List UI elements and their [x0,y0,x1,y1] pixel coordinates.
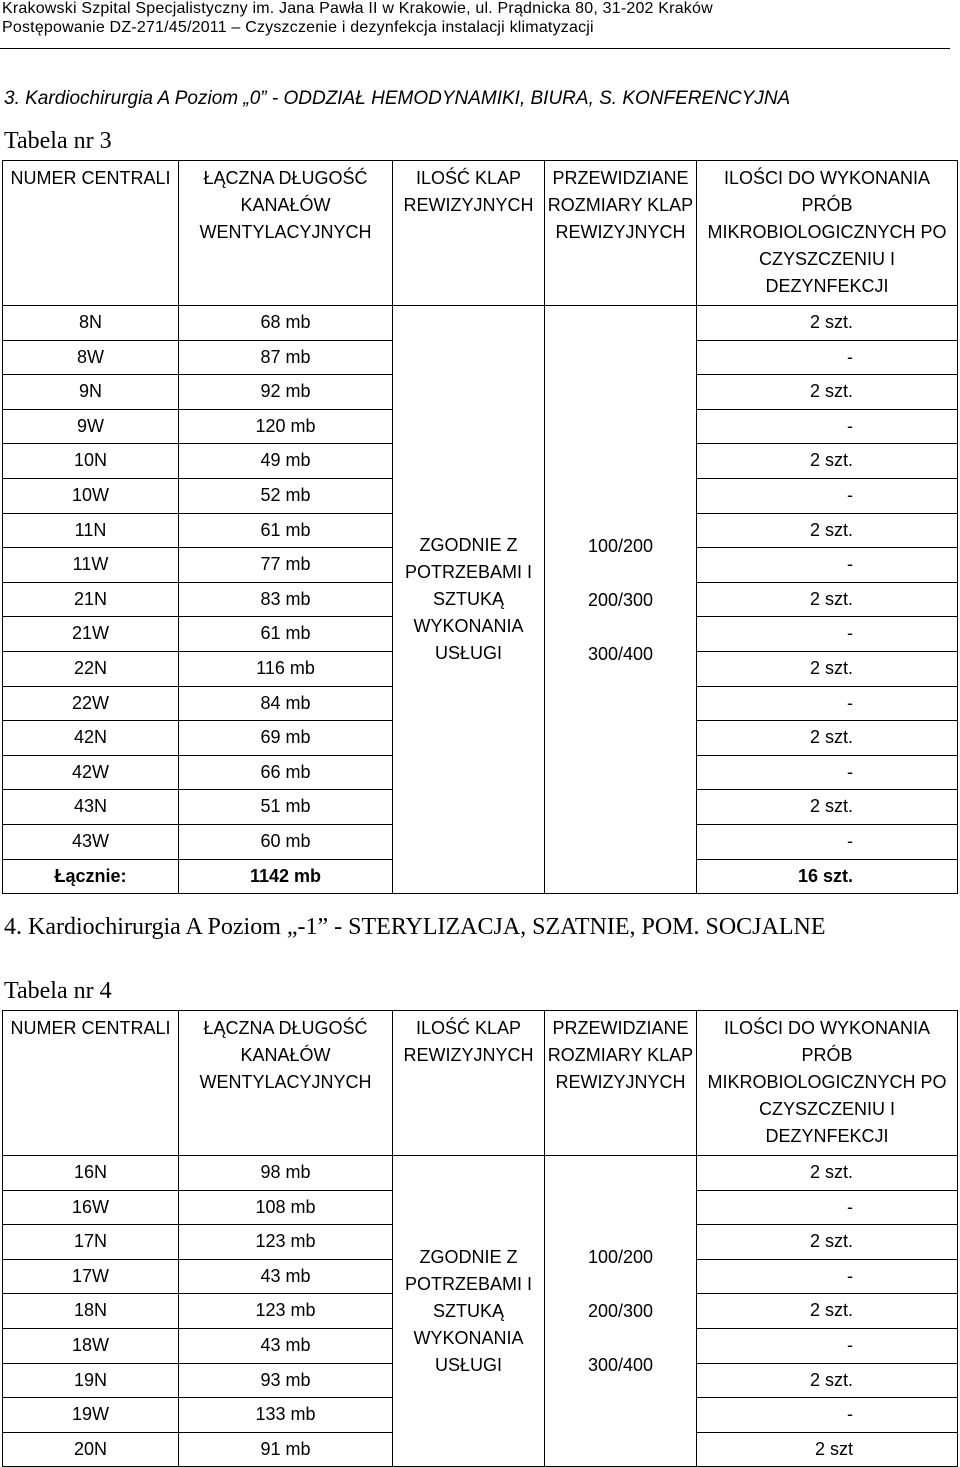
tests-count-cell: 2 szt. [697,444,958,479]
tests-count-cell: 2 szt. [697,790,958,825]
tests-count-cell: 2 szt [697,1432,958,1467]
tests-count-cell: 2 szt. [697,1225,958,1260]
duct-length-cell: 108 mb [179,1190,393,1225]
tests-count-cell: - [697,1259,958,1294]
duct-length-cell: 120 mb [179,409,393,444]
centrala-number-cell: 8W [3,340,179,375]
duct-length-cell: 52 mb [179,478,393,513]
tests-count-cell: - [697,1398,958,1433]
duct-length-cell: 60 mb [179,824,393,859]
centrala-number-cell: 10N [3,444,179,479]
tests-count-cell: - [697,340,958,375]
centrala-number-cell: 21W [3,617,179,652]
size-label: 100/200 [587,535,654,556]
col-header-ilosci-prob: ILOŚCI DO WYKONANIA PRÓB MIKROBIOLOGICZNYCH PO CZYSZCZENIU I DEZYNFEKCJI [697,1011,958,1156]
duct-length-cell: 92 mb [179,375,393,410]
centrala-number-cell: 18N [3,1294,179,1329]
col-header-rozmiary-klap: PRZEWIDZIANE ROZMIARY KLAP REWIZYJNYCH [545,161,697,306]
centrala-number-cell: 17N [3,1225,179,1260]
table-3-caption: Tabela nr 3 [4,128,112,154]
col-header-laczna-dlugosc: ŁĄCZNA DŁUGOŚĆ KANAŁÓW WENTYLACYJNYCH [179,161,393,306]
table-row [3,306,958,341]
sizes-cell [545,1156,697,1467]
centrala-number-cell: 18W [3,1328,179,1363]
table-row [3,1156,958,1191]
merged-quantity-cell: ZGODNIE Z POTRZEBAMI I SZTUKĄ WYKONANIA USŁUGI [393,1156,545,1467]
header-divider [0,48,950,49]
duct-length-cell: 49 mb [179,444,393,479]
size-label: 300/400 [587,1355,654,1376]
tests-count-cell: - [697,617,958,652]
duct-length-cell: 51 mb [179,790,393,825]
tests-count-cell: 2 szt. [697,1294,958,1329]
centrala-number-cell: 8N [3,306,179,341]
total-label: Łącznie: [3,859,179,894]
size-label: 200/300 [587,589,654,610]
table-3-header-row [3,161,958,306]
duct-length-cell: 87 mb [179,340,393,375]
tests-count-cell: 2 szt. [697,582,958,617]
tests-count-cell: - [697,686,958,721]
table-3 [2,160,958,894]
sizes-cell [545,306,697,894]
duct-length-cell: 123 mb [179,1294,393,1329]
duct-length-cell: 61 mb [179,513,393,548]
col-header-numer-centrali: NUMER CENTRALI [3,161,179,306]
tests-count-cell: - [697,409,958,444]
centrala-number-cell: 22N [3,651,179,686]
tests-count-cell: - [697,478,958,513]
col-header-rozmiary-klap: PRZEWIDZIANE ROZMIARY KLAP REWIZYJNYCH [545,1011,697,1156]
table-4-body [3,1156,958,1467]
document-header-line-1: Krakowski Szpital Specjalistyczny im. Jana Pawła II w Krakowie, ul. Prądnicka 80, 31-202 Kraków [2,0,713,17]
centrala-number-cell: 42W [3,755,179,790]
size-label: 300/400 [587,643,654,664]
total-length: 1142 mb [179,859,393,894]
centrala-number-cell: 21N [3,582,179,617]
tests-count-cell: - [697,1328,958,1363]
centrala-number-cell: 16W [3,1190,179,1225]
section-3-title: 3. Kardiochirurgia A Poziom „0” - ODDZIAŁ HEMODYNAMIKI, BIURA, S. KONFERENCYJNA [4,88,791,109]
centrala-number-cell: 20N [3,1432,179,1467]
duct-length-cell: 98 mb [179,1156,393,1191]
centrala-number-cell: 19N [3,1363,179,1398]
centrala-number-cell: 17W [3,1259,179,1294]
tests-count-cell: - [697,824,958,859]
duct-length-cell: 91 mb [179,1432,393,1467]
col-header-ilosci-prob: ILOŚCI DO WYKONANIA PRÓB MIKROBIOLOGICZNYCH PO CZYSZCZENIU I DEZYNFEKCJI [697,161,958,306]
centrala-number-cell: 11W [3,548,179,583]
centrala-number-cell: 16N [3,1156,179,1191]
centrala-number-cell: 22W [3,686,179,721]
duct-length-cell: 66 mb [179,755,393,790]
table-4-caption: Tabela nr 4 [4,978,112,1004]
tests-count-cell: 2 szt. [697,375,958,410]
centrala-number-cell: 42N [3,721,179,756]
centrala-number-cell: 11N [3,513,179,548]
tests-count-cell: 2 szt. [697,721,958,756]
duct-length-cell: 116 mb [179,651,393,686]
tests-count-cell: - [697,548,958,583]
centrala-number-cell: 9W [3,409,179,444]
centrala-number-cell: 9N [3,375,179,410]
col-header-numer-centrali: NUMER CENTRALI [3,1011,179,1156]
section-4-title: 4. Kardiochirurgia A Poziom „-1” - STERYLIZACJA, SZATNIE, POM. SOCJALNE [4,914,826,940]
total-tests: 16 szt. [697,859,958,894]
tests-count-cell: 2 szt. [697,513,958,548]
duct-length-cell: 61 mb [179,617,393,652]
tests-count-cell: - [697,755,958,790]
tests-count-cell: 2 szt. [697,1363,958,1398]
merged-quantity-cell: ZGODNIE Z POTRZEBAMI I SZTUKĄ WYKONANIA USŁUGI [393,306,545,894]
col-header-ilosc-klap: ILOŚĆ KLAP REWIZYJNYCH [393,1011,545,1156]
duct-length-cell: 84 mb [179,686,393,721]
document-header-line-2: Postępowanie DZ-271/45/2011 – Czyszczenie i dezynfekcja instalacji klimatyzacji [2,19,594,36]
tests-count-cell: - [697,1190,958,1225]
duct-length-cell: 77 mb [179,548,393,583]
tests-count-cell: 2 szt. [697,306,958,341]
col-header-ilosc-klap: ILOŚĆ KLAP REWIZYJNYCH [393,161,545,306]
duct-length-cell: 43 mb [179,1259,393,1294]
size-label: 100/200 [587,1247,654,1268]
centrala-number-cell: 43N [3,790,179,825]
duct-length-cell: 68 mb [179,306,393,341]
duct-length-cell: 123 mb [179,1225,393,1260]
centrala-number-cell: 19W [3,1398,179,1433]
table-4-header-row [3,1011,958,1156]
centrala-number-cell: 10W [3,478,179,513]
duct-length-cell: 83 mb [179,582,393,617]
table-4 [2,1010,958,1467]
duct-length-cell: 93 mb [179,1363,393,1398]
size-label: 200/300 [587,1301,654,1322]
duct-length-cell: 69 mb [179,721,393,756]
centrala-number-cell: 43W [3,824,179,859]
duct-length-cell: 133 mb [179,1398,393,1433]
table-3-body [3,306,958,894]
duct-length-cell: 43 mb [179,1328,393,1363]
tests-count-cell: 2 szt. [697,1156,958,1191]
col-header-laczna-dlugosc: ŁĄCZNA DŁUGOŚĆ KANAŁÓW WENTYLACYJNYCH [179,1011,393,1156]
tests-count-cell: 2 szt. [697,651,958,686]
